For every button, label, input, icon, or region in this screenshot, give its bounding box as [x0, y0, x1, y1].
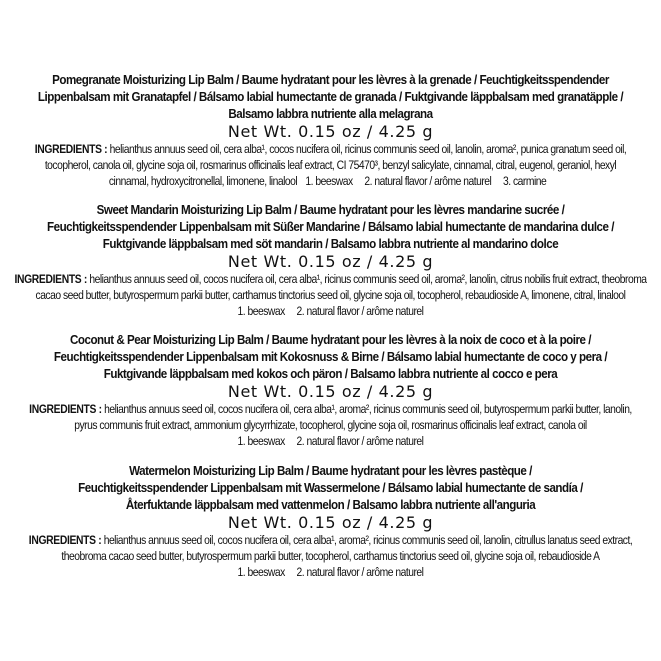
ingredients-line: pyrus communis fruit extract, ammonium glycyrrhizate, tocopherol, glycine soja oil, rosmarinus officinalis leaf extract, canola oil — [74, 418, 587, 432]
title-line: Balsamo labbra nutriente alla melagrana — [228, 106, 433, 121]
ingredients-line — [6, 141, 655, 157]
ingredients-list — [6, 401, 655, 433]
product-watermelon — [6, 462, 655, 580]
footnote: 2. natural flavor / arôme naturel — [296, 565, 424, 579]
product-title — [10, 462, 652, 513]
ingredients-line: cacao seed butter, butyrospermum parkii butter, carthamus tinctorius seed oil, glycine soja oil, tocopherol, rebaudioside A, limonene, citral, linalool — [35, 288, 626, 302]
ingredients-line — [6, 532, 655, 548]
ingredients-list — [6, 271, 655, 303]
ingredients-text: helianthus annuus seed oil, cocos nucifera oil, cera alba¹, aroma², ricinus communis seed oil, butyrospermum parkii butter, lanolin, — [104, 402, 632, 416]
ingredients-list — [6, 141, 655, 189]
ingredients-line — [6, 401, 655, 417]
title-line: Feuchtigkeitsspendender Lippenbalsam mit Kokosnuss & Birne / Bálsamo labial humectante de coco y pera / — [53, 349, 608, 364]
title-line: Lippenbalsam mit Granatapfel / Bálsamo labial humectante de granada / Fuktgivande läppbalsam med granatäpple / — [37, 89, 624, 104]
footnotes — [58, 564, 603, 580]
ingredients-line: theobroma cacao seed butter, butyrospermum parkii butter, tocopherol, carthamus tinctorius seed oil, glycine soja oil, rebaudioside A — [61, 549, 600, 563]
title-line: Sweet Mandarin Moisturizing Lip Balm / Baume hydratant pour les lèvres mandarine sucrée / — [96, 202, 565, 217]
title-line: Watermelon Moisturizing Lip Balm / Baume hydratant pour les lèvres pastèque / — [129, 463, 532, 478]
net-weight: Net Wt. 0.15 oz / 4.25 g — [227, 122, 434, 141]
ingredients-line — [6, 271, 655, 287]
ingredients-line — [6, 173, 655, 189]
ingredients-label: INGREDIENTS : — [28, 533, 102, 547]
ingredients-text: helianthus annuus seed oil, cocos nucifera oil, cera alba¹, aroma², ricinus communis seed oil, lanolin, citrullus lanatus seed extract, — [103, 533, 633, 547]
net-weight: Net Wt. 0.15 oz / 4.25 g — [227, 382, 434, 401]
footnote: 1. beeswax — [237, 434, 285, 448]
title-line: Pomegranate Moisturizing Lip Balm / Baume hydratant pour les lèvres à la grenade / Feuchtigkeitsspendender — [52, 72, 609, 87]
ingredients-line: tocopherol, canola oil, glycine soja oil, rosmarinus officinalis leaf extract, CI 75470³, benzyl salicylate, cinnamal, citral, eugenol, geraniol, hexyl — [44, 158, 617, 172]
ingredients-label: INGREDIENTS : — [34, 142, 108, 156]
footnotes — [58, 433, 603, 449]
product-title — [10, 71, 652, 122]
product-pomegranate — [6, 71, 655, 189]
ingredients-text: helianthus annuus seed oil, cera alba¹, cocos nucifera oil, ricinus communis seed oil, lanolin, aroma², punica granatum seed oil, — [109, 142, 627, 156]
title-line: Feuchtigkeitsspendender Lippenbalsam mit Wassermelone / Bálsamo labial humectante de sandía / — [78, 480, 583, 495]
ingredients-text: cinnamal, hydroxycitronellal, limonene, linalool — [108, 174, 298, 188]
title-line: Fuktgivande läppbalsam med söt mandarin / Balsamo labbra nutriente al mandarino dolce — [102, 236, 559, 251]
footnote: 3. carmine — [503, 174, 547, 188]
ingredients-list — [6, 532, 655, 564]
ingredients-label: INGREDIENTS : — [29, 402, 102, 416]
product-sweet-mandarin — [6, 201, 655, 319]
title-line: Återfuktande läppbalsam med vattenmelon / Balsamo labbra nutriente all'anguria — [125, 497, 536, 512]
net-weight: Net Wt. 0.15 oz / 4.25 g — [227, 513, 434, 532]
footnote: 1. beeswax — [305, 174, 353, 188]
footnote: 1. beeswax — [237, 304, 285, 318]
title-line: Fuktgivande läppbalsam med kokos och päron / Balsamo labbra nutriente al cocco e pera — [103, 366, 558, 381]
footnote: 2. natural flavor / arôme naturel — [364, 174, 492, 188]
ingredients-label: INGREDIENTS : — [14, 272, 87, 286]
product-title — [10, 331, 652, 382]
footnote: 1. beeswax — [237, 565, 285, 579]
footnote: 2. natural flavor / arôme naturel — [296, 304, 424, 318]
footnote: 2. natural flavor / arôme naturel — [296, 434, 424, 448]
product-title — [10, 201, 652, 252]
net-weight: Net Wt. 0.15 oz / 4.25 g — [227, 252, 434, 271]
product-coconut-pear — [6, 331, 655, 449]
title-line: Feuchtigkeitsspendender Lippenbalsam mit Süßer Mandarine / Bálsamo labial humectante de mandarina dulce / — [47, 219, 614, 234]
footnotes — [58, 303, 603, 319]
title-line: Coconut & Pear Moisturizing Lip Balm / Baume hydratant pour les lèvres à la noix de coco et à la poire / — [69, 332, 592, 347]
ingredients-text: helianthus annuus seed oil, cocos nucifera oil, cera alba¹, ricinus communis seed oil, aroma², lanolin, citrus nobilis fruit extract, theobroma — [89, 272, 647, 286]
